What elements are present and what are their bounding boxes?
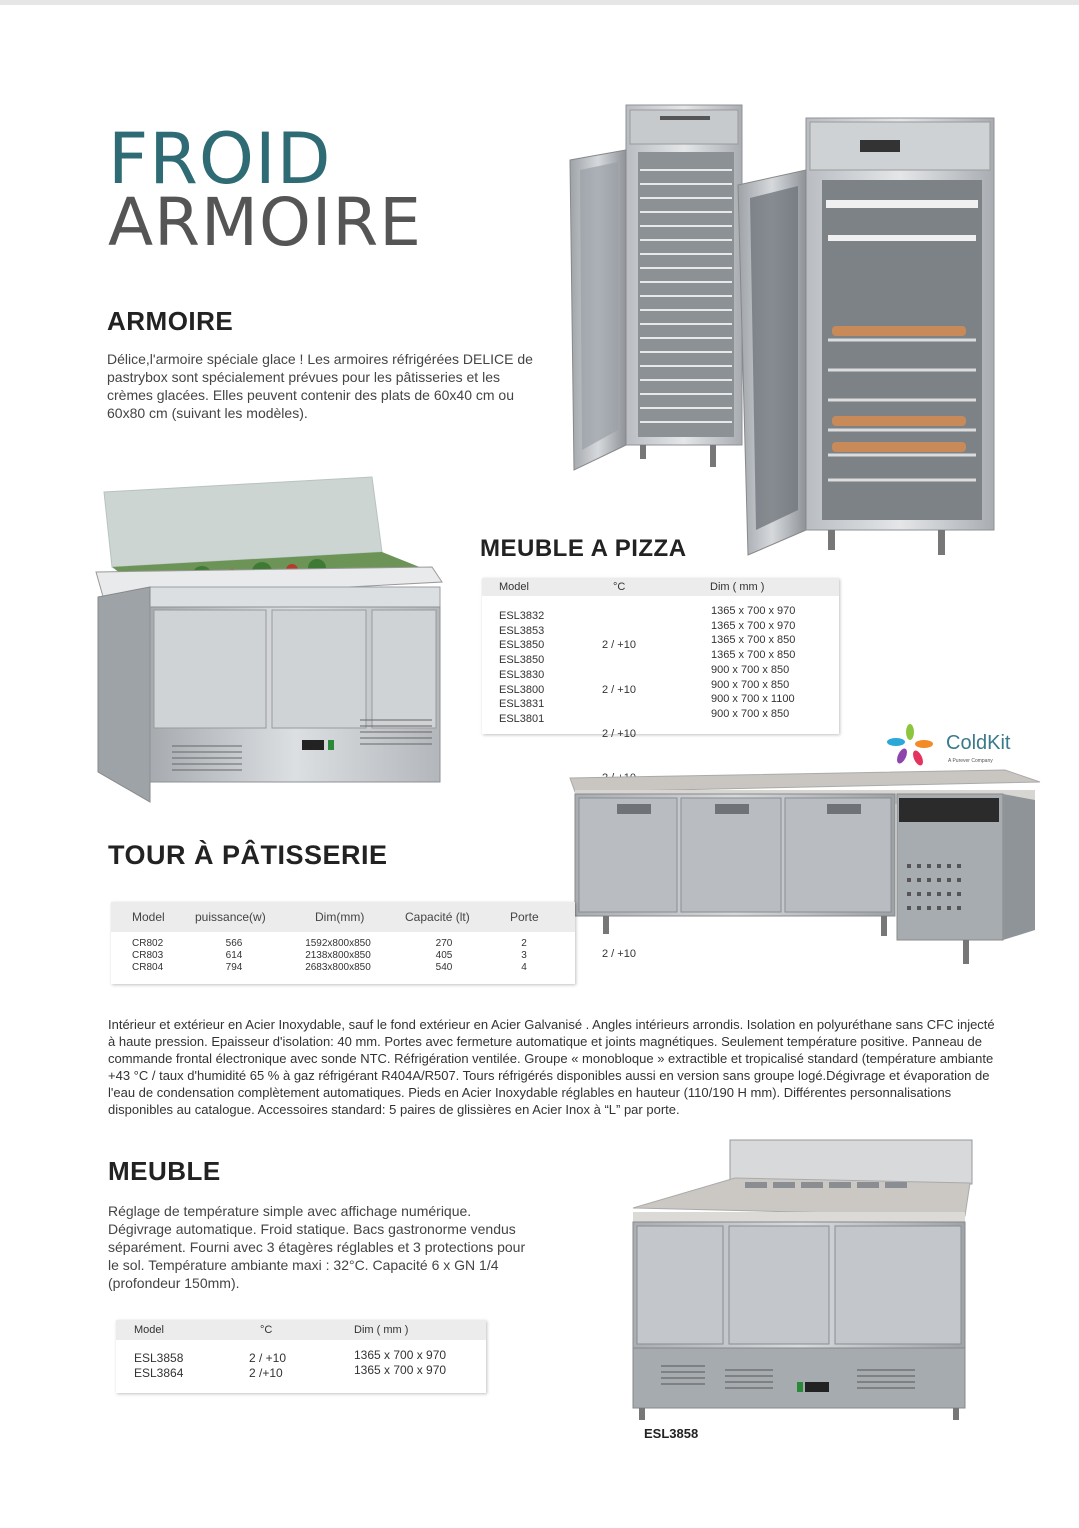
table-cell: 2 / +10 bbox=[602, 948, 636, 961]
meuble-col-model: Model bbox=[134, 1324, 164, 1336]
armoire-heading: ARMOIRE bbox=[107, 306, 234, 336]
table-cell: 1365 x 700 x 850 bbox=[711, 649, 796, 662]
table-cell: 2 / +10 bbox=[602, 727, 636, 740]
tour-col-model: Model bbox=[132, 910, 165, 924]
table-cell: 2 / +10 bbox=[249, 1351, 287, 1365]
table-cell: CR803 bbox=[132, 950, 164, 961]
meuble-table bbox=[116, 1320, 486, 1393]
meuble-heading: MEUBLE bbox=[108, 1156, 221, 1186]
pizza-table-header bbox=[482, 578, 839, 596]
cabinets-image bbox=[560, 100, 1000, 560]
tour-table bbox=[111, 902, 575, 984]
tour-col-doors: Porte bbox=[510, 910, 539, 924]
page-title-line1: FROID bbox=[108, 118, 332, 200]
table-cell: 900 x 700 x 850 bbox=[711, 678, 790, 691]
pizza-col-model: Model bbox=[499, 581, 529, 593]
table-cell: ESL3801 bbox=[499, 712, 545, 725]
pizza-counter-image bbox=[625, 1138, 975, 1423]
table-cell: 794 bbox=[225, 962, 243, 973]
table-cell: 900 x 700 x 1100 bbox=[711, 693, 795, 706]
table-cell: 1365 x 700 x 850 bbox=[711, 634, 796, 647]
meuble-model-column bbox=[134, 1351, 183, 1381]
tour-heading: TOUR À PÂTISSERIE bbox=[108, 840, 388, 870]
meuble-col-temp: °C bbox=[260, 1324, 273, 1336]
tour-table-header bbox=[111, 902, 575, 932]
table-cell: 2 / +10 bbox=[602, 683, 636, 696]
pastry-counter-image bbox=[565, 760, 1045, 972]
pizza-col-temp: °C bbox=[613, 581, 626, 593]
table-cell: 1365 x 700 x 970 bbox=[354, 1348, 447, 1362]
tour-col-dim: Dim(mm) bbox=[315, 910, 365, 924]
table-cell: ESL3800 bbox=[499, 683, 545, 696]
tour-model-column bbox=[132, 938, 163, 974]
armoire-description: Délice,l'armoire spéciale glace ! Les armoires réfrigérées DELICE de pastrybox sont spécialement prévues pour les pâtisseries et les crèmes glacées. Elles peuvent contenir des plats de 60x40 cm ou 60x80 cm (suivant les modèles). bbox=[107, 351, 533, 421]
table-cell: 2683x800x850 bbox=[305, 962, 371, 973]
coldkit-name: ColdKit bbox=[946, 732, 1011, 754]
table-cell: 4 bbox=[521, 962, 527, 973]
table-cell: 405 bbox=[435, 950, 453, 961]
table-cell: 2 /+10 bbox=[249, 1366, 283, 1380]
table-cell: CR804 bbox=[132, 962, 164, 973]
meuble-col-dim: Dim ( mm ) bbox=[354, 1324, 409, 1336]
table-cell: 2 bbox=[521, 938, 527, 949]
table-cell: 900 x 700 x 850 bbox=[711, 663, 790, 676]
meuble-dim-column bbox=[354, 1348, 446, 1378]
tour-dim-column bbox=[301, 938, 375, 974]
table-cell: ESL3864 bbox=[134, 1366, 184, 1380]
tour-capacity-column bbox=[429, 938, 459, 974]
pizza-dim-column bbox=[711, 604, 795, 722]
table-cell: 540 bbox=[435, 962, 453, 973]
tour-col-power: puissance(w) bbox=[195, 910, 266, 924]
meuble-description: Réglage de température simple avec affichage numérique. Dégivrage automatique. Froid statique. Bacs gastronorme vendus séparément. Fourni avec 3 étagères réglables et 3 protections pour le sol. Température ambiante maxi : 32°C. Capacité 6 x GN 1/4 (profondeur 150mm). bbox=[108, 1203, 526, 1291]
table-cell: 1365 x 700 x 970 bbox=[354, 1363, 447, 1377]
table-cell: ESL3853 bbox=[499, 624, 545, 637]
coldkit-tagline: A Purever Company bbox=[948, 758, 993, 764]
tour-doors-column bbox=[517, 938, 531, 974]
table-cell: ESL3831 bbox=[499, 698, 545, 711]
table-cell: ESL3850 bbox=[499, 654, 545, 667]
pizza-model-column bbox=[499, 609, 544, 727]
meuble-table-header bbox=[116, 1320, 486, 1340]
pizza-heading: MEUBLE A PIZZA bbox=[480, 535, 687, 562]
table-cell: 1365 x 700 x 970 bbox=[711, 605, 796, 617]
saladette-image bbox=[92, 472, 452, 817]
tour-description: Intérieur et extérieur en Acier Inoxydable, sauf le fond extérieur en Acier Galvanisé . Angles intérieurs arrondis. Isolation en polyuréthane sans CFC injecté à haute pression. Epaisseur d'isolation: 40 mm. Portes avec fermeture automatique et joints magnétiques. Seulement température positive. Panneau de commande frontal électronique avec sonde NTC. Réfrigération ventilée. Groupe « monobloque » extractible et tropicalisé standard (température ambiante +43 °C / taux d'humidité 65 % à gaz réfrigérant R404A/R507. Tours réfrigérés disponibles aussi en version sans groupe logé.Dégivrage et évaporation de l'eau de condensation complètement automatiques. Pieds en Acier Inoxydable réglables en hauteur (110/190 H mm). Différentes personnalisations disponibles au catalogue. Accessoires standard: 5 paires de glissières en Acier Inox à “L” par porte. bbox=[108, 1017, 995, 1117]
table-cell: 1365 x 700 x 970 bbox=[711, 619, 796, 632]
table-cell: ESL3850 bbox=[499, 639, 545, 652]
tour-power-column bbox=[219, 938, 249, 974]
table-cell: CR802 bbox=[132, 938, 164, 949]
table-cell: ESL3858 bbox=[134, 1351, 184, 1365]
tour-col-capacity: Capacité (lt) bbox=[405, 910, 470, 924]
table-cell: ESL3830 bbox=[499, 668, 545, 681]
table-cell: 3 bbox=[521, 950, 527, 961]
meuble-temp-column bbox=[249, 1351, 286, 1381]
page-title-line2: ARMOIRE bbox=[108, 184, 422, 261]
table-cell: 900 x 700 x 850 bbox=[711, 707, 790, 720]
table-cell: 614 bbox=[225, 950, 243, 961]
table-cell: 270 bbox=[435, 938, 453, 949]
table-cell: 566 bbox=[225, 938, 243, 949]
table-cell: 2138x800x850 bbox=[305, 950, 371, 961]
top-border bbox=[0, 0, 1079, 5]
table-cell: ESL3832 bbox=[499, 610, 545, 622]
table-cell: 2 / +10 bbox=[602, 639, 636, 652]
pizza-counter-caption: ESL3858 bbox=[644, 1426, 699, 1441]
table-cell: 1592x800x850 bbox=[305, 938, 371, 949]
pizza-col-dim: Dim ( mm ) bbox=[710, 581, 765, 593]
